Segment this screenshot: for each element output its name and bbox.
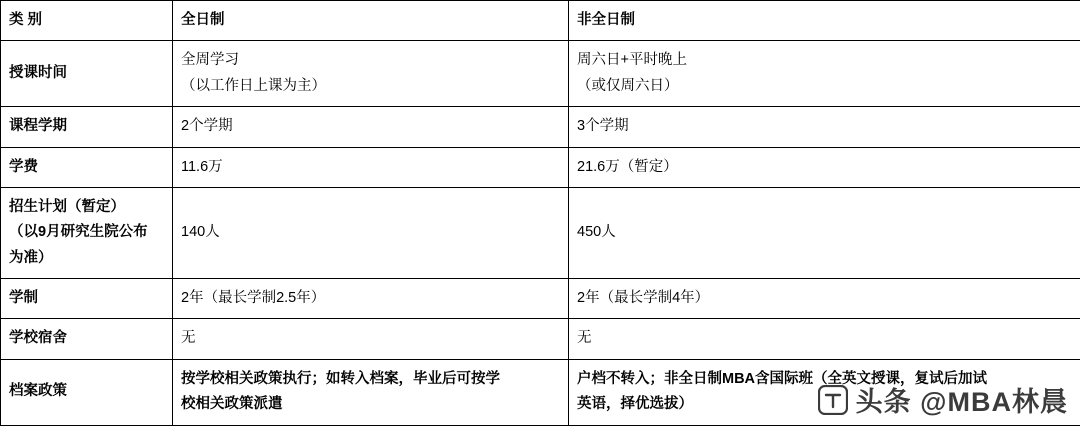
- column-header-category: 类 别: [1, 1, 173, 41]
- cell-line: 周六日+平时晚上: [577, 48, 1074, 73]
- cell-line: 校相关政策派遣: [181, 392, 562, 417]
- label-line: （以9月研究生院公布: [9, 220, 166, 245]
- cell-parttime-dormitory: 无: [569, 319, 1080, 359]
- label-line: 为准）: [9, 246, 166, 271]
- row-label-file-policy: 档案政策: [1, 359, 173, 425]
- row-label-dormitory: 学校宿舍: [1, 319, 173, 359]
- table-row: [1, 187, 1080, 278]
- cell-fulltime-dormitory: 无: [173, 319, 569, 359]
- cell-fulltime-semesters: 2个学期: [173, 107, 569, 147]
- row-label-semesters: 课程学期: [1, 107, 173, 147]
- watermark-text: 头条 @MBA林晨: [856, 380, 1068, 419]
- cell-fulltime-file-policy: [173, 359, 569, 425]
- cell-line: 英语，择优选拔）: [577, 392, 1074, 417]
- row-label-enrollment-plan: [1, 187, 173, 278]
- cell-line: （以工作日上课为主）: [181, 74, 562, 99]
- table-row: [1, 147, 1080, 187]
- cell-parttime-tuition: 21.6万（暂定）: [569, 147, 1080, 187]
- table-row: [1, 279, 1080, 319]
- table-row: [1, 41, 1080, 107]
- cell-parttime-class-time: [569, 41, 1080, 107]
- cell-line: 全周学习: [181, 48, 562, 73]
- cell-parttime-enrollment-plan: 450人: [569, 187, 1080, 278]
- cell-fulltime-tuition: 11.6万: [173, 147, 569, 187]
- row-label-class-time: 授课时间: [1, 41, 173, 107]
- table-row: [1, 359, 1080, 425]
- table-row: [1, 107, 1080, 147]
- table-header-row: [1, 1, 1080, 41]
- row-label-duration: 学制: [1, 279, 173, 319]
- column-header-parttime: 非全日制: [569, 1, 1080, 41]
- cell-line: 户档不转入；非全日制MBA含国际班（全英文授课，复试后加试: [577, 367, 1074, 392]
- label-line: 招生计划（暂定）: [9, 195, 166, 220]
- row-label-tuition: 学费: [1, 147, 173, 187]
- cell-line: （或仅周六日）: [577, 74, 1074, 99]
- column-header-fulltime: 全日制: [173, 1, 569, 41]
- table-row: [1, 319, 1080, 359]
- cell-fulltime-duration: 2年（最长学制2.5年）: [173, 279, 569, 319]
- cell-fulltime-class-time: [173, 41, 569, 107]
- cell-parttime-file-policy: [569, 359, 1080, 425]
- cell-line: 按学校相关政策执行；如转入档案，毕业后可按学: [181, 367, 562, 392]
- cell-parttime-semesters: 3个学期: [569, 107, 1080, 147]
- cell-fulltime-enrollment-plan: 140人: [173, 187, 569, 278]
- cell-parttime-duration: 2年（最长学制4年）: [569, 279, 1080, 319]
